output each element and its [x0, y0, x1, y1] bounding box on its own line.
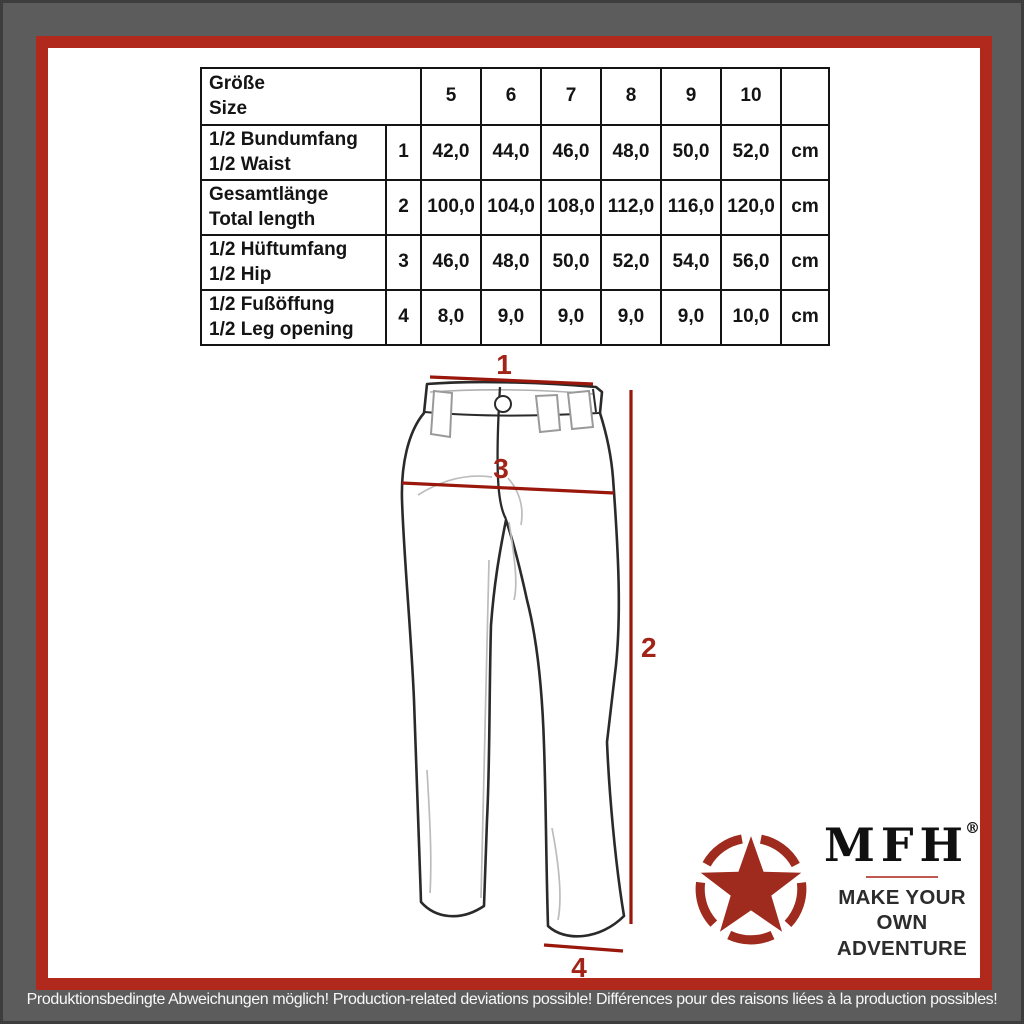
value-cell: 42,0 — [421, 125, 481, 180]
size-header-cell: 7 — [541, 68, 601, 125]
value-cell: 50,0 — [541, 235, 601, 290]
measurement-line-leg-opening — [544, 945, 623, 951]
row-number-cell: 4 — [386, 290, 421, 345]
value-cell: 10,0 — [721, 290, 781, 345]
row-number-cell: 2 — [386, 180, 421, 235]
brand-divider — [866, 876, 938, 878]
header-label-de: Größe — [209, 73, 265, 95]
value-cell: 46,0 — [541, 125, 601, 180]
value-cell: 116,0 — [661, 180, 721, 235]
tagline-line1: MAKE YOUR OWN — [838, 885, 966, 935]
row-label-en: 1/2 Waist — [209, 153, 291, 175]
unit-cell: cm — [781, 125, 829, 180]
measurement-label-waist: 1 — [496, 349, 512, 380]
measurement-label-hip: 3 — [493, 453, 509, 484]
measurement-label-length: 2 — [641, 632, 657, 663]
belt-loop — [536, 395, 560, 432]
button-circle — [495, 396, 511, 412]
belt-loop — [568, 391, 593, 429]
value-cell: 9,0 — [661, 290, 721, 345]
row-label-de: 1/2 Fußöffung — [209, 294, 335, 316]
value-cell: 9,0 — [601, 290, 661, 345]
logo-text-block — [816, 818, 988, 962]
value-cell: 46,0 — [421, 235, 481, 290]
size-header-cell: 9 — [661, 68, 721, 125]
value-cell: 100,0 — [421, 180, 481, 235]
value-cell: 8,0 — [421, 290, 481, 345]
size-header-cell: 6 — [481, 68, 541, 125]
value-cell: 56,0 — [721, 235, 781, 290]
mfh-logo — [688, 818, 990, 960]
header-label-en: Size — [209, 97, 248, 119]
registered-mark: ® — [965, 819, 981, 837]
value-cell: 108,0 — [541, 180, 601, 235]
row-label-de: 1/2 Bundumfang — [209, 129, 358, 151]
belt-loop — [431, 391, 452, 437]
value-cell: 9,0 — [481, 290, 541, 345]
star-icon — [690, 826, 812, 948]
row-label-de: 1/2 Hüftumfang — [209, 239, 348, 261]
value-cell: 48,0 — [481, 235, 541, 290]
tagline-line2: ADVENTURE — [836, 937, 968, 961]
pants-outline — [402, 382, 624, 936]
value-cell: 112,0 — [601, 180, 661, 235]
row-label-en: 1/2 Leg opening — [209, 318, 354, 340]
size-header-cell: 5 — [421, 68, 481, 125]
value-cell: 44,0 — [481, 125, 541, 180]
unit-cell: cm — [781, 180, 829, 235]
size-header-cell: 10 — [721, 68, 781, 125]
value-cell: 50,0 — [661, 125, 721, 180]
unit-cell: cm — [781, 235, 829, 290]
size-header-cell: 8 — [601, 68, 661, 125]
row-label-en: Total length — [209, 208, 316, 230]
row-number-cell: 3 — [386, 235, 421, 290]
unit-cell: cm — [781, 290, 829, 345]
brand-letters: MFH — [823, 818, 970, 872]
brand-text — [816, 820, 988, 871]
value-cell: 52,0 — [721, 125, 781, 180]
row-label-de: Gesamtlänge — [209, 184, 329, 206]
value-cell: 48,0 — [601, 125, 661, 180]
row-number-cell: 1 — [386, 125, 421, 180]
value-cell: 54,0 — [661, 235, 721, 290]
value-cell: 120,0 — [721, 180, 781, 235]
value-cell: 104,0 — [481, 180, 541, 235]
value-cell: 9,0 — [541, 290, 601, 345]
measurement-label-leg-opening: 4 — [571, 952, 587, 983]
row-label-en: 1/2 Hip — [209, 263, 272, 285]
value-cell: 52,0 — [601, 235, 661, 290]
footer-note: Produktionsbedingte Abweichungen möglich! Production-related deviations possible! Différences pour des raisons liées à la production possibles! — [26, 991, 998, 1008]
